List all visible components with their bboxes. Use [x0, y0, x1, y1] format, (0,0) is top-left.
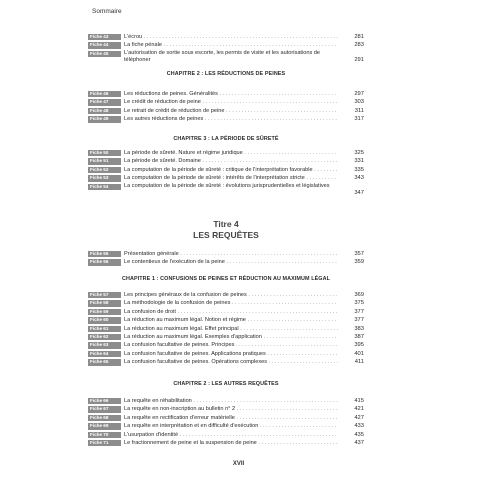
toc-entry-page: 283 [354, 42, 364, 49]
fiche-badge: Fiche 55 [88, 251, 121, 257]
toc-entry-title: L'écrou . . . [124, 33, 338, 41]
toc-entry[interactable] [88, 316, 364, 324]
toc-entry-title: La confusion facultative de peines. Applications pratiques . . . [124, 350, 338, 358]
toc-entry-page: 411 [354, 359, 364, 366]
toc-entry[interactable] [88, 157, 364, 165]
fiche-badge: Fiche 59 [88, 309, 121, 315]
toc-entry[interactable] [88, 341, 364, 349]
toc-entry-title: La confusion de droit . . . [124, 308, 338, 316]
fiche-badge: Fiche 70 [88, 432, 121, 438]
toc-entry-page: 303 [354, 99, 364, 106]
toc-entry-title: Le crédit de réduction de peine . . . [124, 98, 338, 106]
toc-entry-title: Les autres réductions de peines . . . [124, 115, 338, 123]
fiche-badge: Fiche 54 [88, 184, 121, 190]
toc-entry-page: 401 [354, 350, 364, 357]
toc-entry-title: La computation de la période de sûreté : intérêts de l'interprétation stricte . . . [124, 174, 338, 182]
toc-entry-page: 297 [354, 91, 364, 97]
toc-entry-title: La requête en réhabilitation . . . [124, 397, 338, 405]
toc-entry-title: Présentation générale . . . [124, 250, 338, 258]
toc-entry-page: 347 [354, 190, 364, 197]
titre-number: Titre 4 [213, 219, 239, 229]
toc-entry-title: La requête en rectification d'erreur matérielle . . . [124, 414, 338, 422]
toc-group-3 [88, 250, 364, 267]
toc-entry[interactable] [88, 174, 364, 182]
toc-entry-title: La requête en interprétation et en difficulté d'exécution . . . [124, 422, 338, 430]
fiche-badge: Fiche 46 [88, 91, 121, 97]
fiche-badge: Fiche 57 [88, 292, 121, 298]
toc-group-4 [88, 291, 364, 367]
fiche-badge: Fiche 60 [88, 317, 121, 323]
toc-entry-title: La méthodologie de la confusion de peines . . . [124, 299, 338, 307]
toc-entry-title: Les réductions de peines. Généralités . . . [124, 90, 338, 98]
titre-name: LES REQUÊTES [193, 230, 259, 240]
toc-entry-page: 377 [354, 317, 364, 324]
toc-entry-title: L'autorisation de sortie sous escorte, les permis de visite et les autorisations de téléphoner [124, 50, 321, 64]
toc-entry[interactable] [88, 50, 364, 65]
toc-entry[interactable] [88, 183, 364, 198]
toc-entry-title: L'usurpation d'identité . . . [124, 431, 338, 439]
toc-entry[interactable] [88, 439, 364, 447]
toc-entry-page: 387 [354, 333, 364, 340]
toc-entry-title: La confusion facultative de peines. Principes . . . [124, 341, 338, 349]
toc-entry[interactable] [88, 166, 364, 174]
toc-entry-page: 369 [354, 292, 364, 298]
chapter-heading-confusions: CHAPITRE 1 : CONFUSIONS DE PEINES ET RÉDUCTION AU MAXIMUM LÉGAL [122, 276, 330, 282]
chapter-heading-surete: CHAPITRE 3 : LA PÉRIODE DE SÛRETÉ [173, 136, 279, 142]
toc-group-0 [88, 33, 364, 65]
toc-entry[interactable] [88, 291, 364, 299]
toc-entry-page: 311 [354, 107, 364, 114]
toc-entry[interactable] [88, 115, 364, 123]
toc-entry[interactable] [88, 33, 364, 41]
toc-entry-title: La computation de la période de sûreté : critique de l'interprétation favorable . . . [124, 166, 338, 174]
fiche-badge: Fiche 66 [88, 398, 121, 404]
toc-entry-page: 375 [354, 300, 364, 307]
toc-entry-page: 331 [354, 158, 364, 165]
toc-entry-page: 383 [354, 325, 364, 332]
toc-entry-page: 437 [354, 439, 364, 446]
toc-group-2 [88, 149, 364, 198]
fiche-badge: Fiche 51 [88, 158, 121, 164]
toc-entry-page: 433 [354, 423, 364, 430]
fiche-badge: Fiche 58 [88, 300, 121, 306]
fiche-badge: Fiche 47 [88, 99, 121, 105]
fiche-badge: Fiche 56 [88, 259, 121, 265]
toc-entry[interactable] [88, 258, 364, 266]
toc-group-1 [88, 90, 364, 124]
toc-entry-title: La fiche pénale . . . [124, 41, 338, 49]
fiche-badge: Fiche 64 [88, 351, 121, 357]
fiche-badge: Fiche 53 [88, 175, 121, 181]
toc-entry[interactable] [88, 422, 364, 430]
toc-entry[interactable] [88, 299, 364, 307]
toc-entry-title: La réduction au maximum légal. Exemples d'application . . . [124, 333, 338, 341]
toc-entry[interactable] [88, 90, 364, 98]
toc-entry-page: 359 [354, 259, 364, 266]
toc-entry-title: Le contentieux de l'exécution de la peine . . . [124, 258, 338, 266]
fiche-badge: Fiche 45 [88, 51, 121, 57]
toc-entry-page: 281 [354, 34, 364, 40]
fiche-badge: Fiche 69 [88, 423, 121, 429]
fiche-badge: Fiche 65 [88, 359, 121, 365]
fiche-badge: Fiche 67 [88, 406, 121, 412]
toc-entry-page: 427 [354, 414, 364, 421]
fiche-badge: Fiche 71 [88, 440, 121, 446]
toc-entry[interactable] [88, 308, 364, 316]
toc-entry[interactable] [88, 397, 364, 405]
toc-entry-title: La requête en non-inscription au bulletin n° 2 . . . [124, 405, 338, 413]
toc-entry-title: La confusion facultative de peines. Opérations complexes . . . [124, 358, 338, 366]
fiche-badge: Fiche 61 [88, 326, 121, 332]
toc-entry-title: La réduction au maximum légal. Notion et régime . . . [124, 316, 338, 324]
titre-heading [88, 219, 364, 240]
toc-entry-title: La computation de la période de sûreté : évolutions jurisprudentielles et législatives [124, 183, 330, 190]
toc-entry-page: 335 [354, 166, 364, 173]
toc-entry-page: 435 [354, 431, 364, 438]
toc-entry-title: Le retrait de crédit de réduction de peine . . . [124, 107, 338, 115]
toc-entry-page: 395 [354, 342, 364, 349]
chapter-heading-autres-requetes: CHAPITRE 2 : LES AUTRES REQUÊTES [173, 381, 279, 387]
running-header: Sommaire [92, 8, 122, 15]
fiche-badge: Fiche 50 [88, 150, 121, 156]
toc-entry-page: 343 [354, 175, 364, 182]
toc-entry[interactable] [88, 98, 364, 106]
toc-entry-page: 377 [354, 308, 364, 315]
toc-entry-title: Les principes généraux de la confusion de peines . . . [124, 291, 338, 299]
toc-entry-title: La période de sûreté. Nature et régime juridique . . . [124, 149, 338, 157]
toc-entry-page: 317 [354, 116, 364, 123]
fiche-badge: Fiche 68 [88, 415, 121, 421]
toc-entry[interactable] [88, 333, 364, 341]
toc-entry-title: La période de sûreté. Domaine . . . [124, 157, 338, 165]
toc-entry[interactable] [88, 250, 364, 258]
toc-entry-page: 421 [354, 406, 364, 413]
toc-entry[interactable] [88, 405, 364, 413]
toc-entry[interactable] [88, 107, 364, 115]
fiche-badge: Fiche 44 [88, 42, 121, 48]
toc-entry[interactable] [88, 325, 364, 333]
toc-entry-page: 291 [354, 57, 364, 64]
page-number: XVII [232, 461, 245, 467]
toc-entry-page: 325 [354, 150, 364, 156]
toc-entry[interactable] [88, 358, 364, 366]
fiche-badge: Fiche 43 [88, 34, 121, 40]
toc-group-5 [88, 397, 364, 447]
fiche-badge: Fiche 52 [88, 167, 121, 173]
toc-entry[interactable] [88, 431, 364, 439]
toc-entry[interactable] [88, 41, 364, 49]
fiche-badge: Fiche 48 [88, 108, 121, 114]
fiche-badge: Fiche 49 [88, 116, 121, 122]
toc-entry[interactable] [88, 350, 364, 358]
toc-entry-page: 415 [354, 398, 364, 404]
chapter-heading-reductions: CHAPITRE 2 : LES RÉDUCTIONS DE PEINES [166, 71, 286, 77]
toc-entry-page: 357 [354, 251, 364, 257]
toc-entry[interactable] [88, 149, 364, 157]
fiche-badge: Fiche 63 [88, 342, 121, 348]
toc-entry-title: La réduction au maximum légal. Effet principal . . . [124, 325, 338, 333]
toc-entry-title: Le fractionnement de peine et la suspension de peine . . . [124, 439, 338, 447]
toc-entry[interactable] [88, 414, 364, 422]
fiche-badge: Fiche 62 [88, 334, 121, 340]
